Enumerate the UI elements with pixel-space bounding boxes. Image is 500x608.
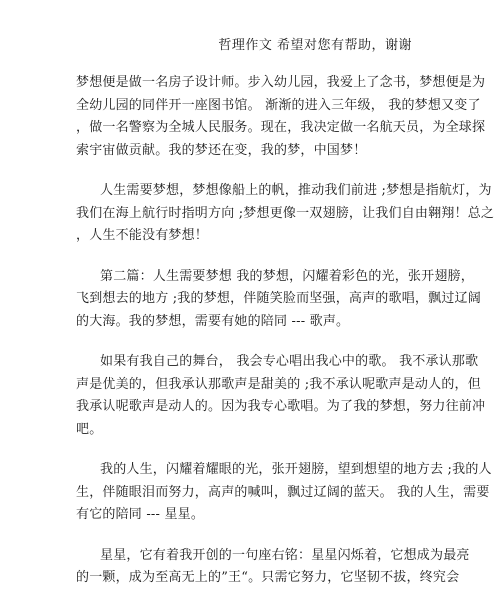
text-line: 星星，它有着我开创的一句座右铭：星星闪烁着，它想成为最亮 <box>100 547 470 563</box>
paragraph-3 <box>76 266 481 334</box>
text-line: ，人生不能没有梦想！ <box>76 228 209 243</box>
page-header: 哲理作文 希望对您有帮助，谢谢 <box>218 38 412 53</box>
text-line: 吧。 <box>76 421 103 437</box>
text-line: 生，伴随眼泪而努力，高声的喊叫，飘过辽阔的蓝天。 我的人生，需要 <box>76 484 490 500</box>
text-line: 的大海。我的梦想，需要有她的陪同 --- 歌声。 <box>76 313 350 329</box>
text-line: 全幼儿园的同伴开一座图书馆。 渐渐的进入三年级， 我的梦想又变了 <box>76 97 481 113</box>
text-line: 的一颗，成为至高无上的”王“。只需它努力，它坚韧不拔，终究会 <box>76 570 460 585</box>
text-line: 人生需要梦想，梦想像船上的帆，推动我们前进 ;梦想是指航灯，为 <box>100 183 492 198</box>
paragraph-4 <box>76 351 486 441</box>
text-line: 声是优美的，但我承认那歌声是甜美的 ;我不承认呢歌声是动人的，但 <box>76 376 481 392</box>
paragraph-5 <box>76 459 492 527</box>
text-line: 飞到想去的地方 ;我的梦想，伴随笑脸而坚强，高声的歌唱，飘过辽阔 <box>76 291 481 306</box>
paragraph-1 <box>76 72 486 162</box>
paragraph-2 <box>76 180 495 248</box>
text-line: 我们在海上航行时指明方向 ;梦想更像一双翅膀，让我们自由翱翔！总之 <box>76 205 495 221</box>
text-line: 梦想便是做一名房子设计师。步入幼儿园，我爱上了念书，梦想便是为 <box>76 75 486 90</box>
text-line: 索宇宙做贡献。我的梦还在变，我的梦，中国梦！ <box>76 142 367 158</box>
text-line: 有它的陪同 --- 星星。 <box>76 507 205 522</box>
text-line: 我承认呢歌声是动人的。因为我专心歌唱。为了我的梦想，努力往前冲 <box>76 399 486 414</box>
paragraph-6 <box>76 545 470 590</box>
text-line: ，做一名警察为全城人民服务。现在，我决定做一名航天员，为全球探 <box>76 120 486 135</box>
text-line: 我的人生，闪耀着耀眼的光，张开翅膀，望到想望的地方去 ;我的人 <box>100 462 492 477</box>
document-body <box>76 72 495 608</box>
text-line: 如果有我自己的舞台， 我会专心唱出我心中的歌。 我不承认那歌 <box>100 354 479 369</box>
text-line: 第二篇：人生需要梦想 我的梦想，闪耀着彩色的光，张开翅膀， <box>100 268 474 284</box>
